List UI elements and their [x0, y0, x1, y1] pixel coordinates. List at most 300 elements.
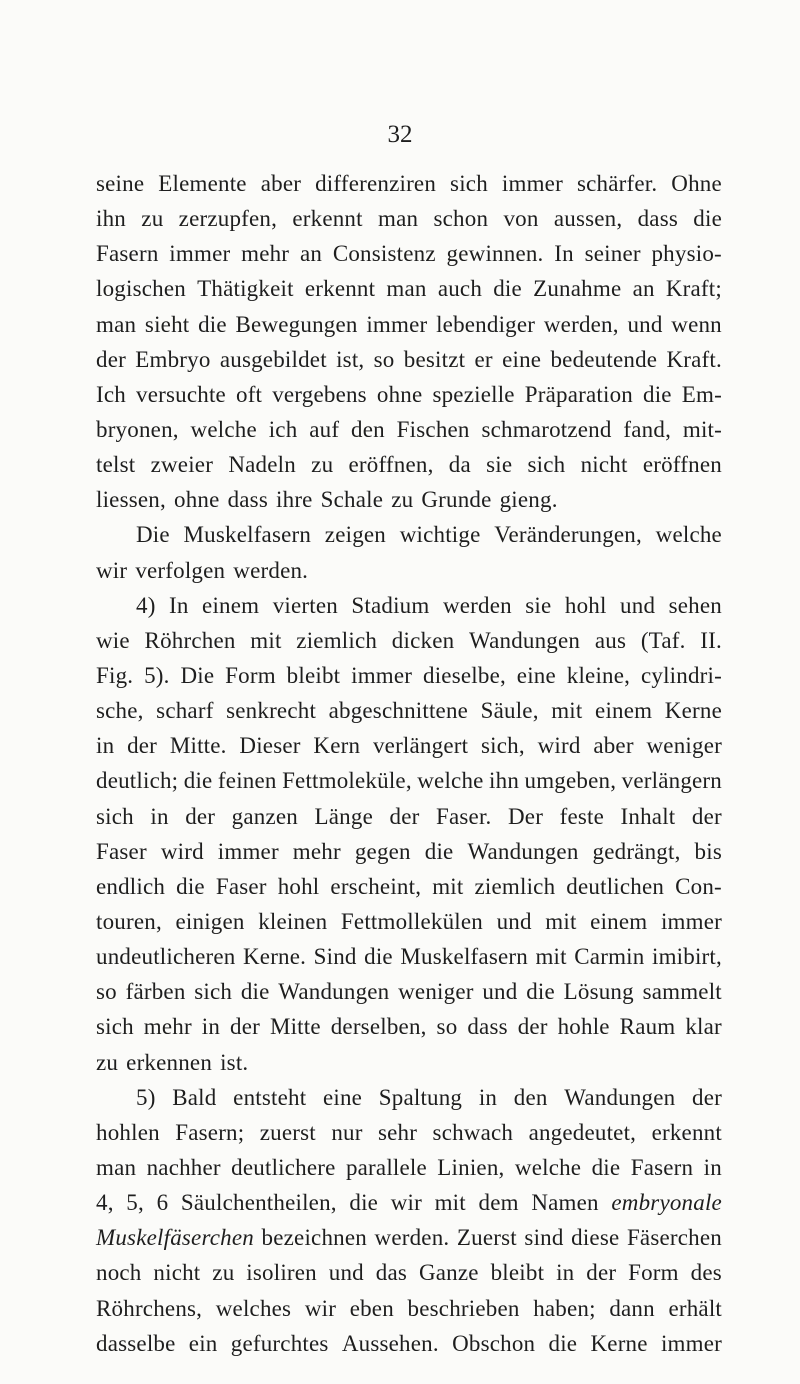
word: versuchte [136, 381, 226, 407]
text-line [96, 799, 722, 834]
word: man [386, 276, 427, 302]
word: man [96, 311, 137, 337]
word: dicken [391, 627, 455, 653]
text-line [96, 271, 722, 306]
word: schärfer. [576, 171, 658, 196]
word: senkrecht [226, 698, 317, 724]
word: er [474, 346, 493, 372]
word: Schale [320, 487, 384, 513]
word: wenn [671, 311, 722, 337]
word: eine [516, 662, 556, 688]
word: dasselbe [96, 1330, 176, 1356]
word: immer [351, 662, 413, 688]
word: In [554, 241, 574, 267]
word: bryonen, [96, 416, 179, 442]
word: zu [96, 1049, 119, 1075]
word: nicht [580, 452, 628, 478]
word: färben [125, 979, 186, 1005]
text-line [96, 1255, 722, 1290]
word: umgeben, [524, 768, 617, 794]
word: ist. [220, 1049, 249, 1075]
word: Faser [96, 838, 147, 864]
text-line [96, 447, 722, 482]
word: Spaltung [378, 1084, 463, 1110]
word: der [586, 1260, 617, 1286]
word: Con- [675, 873, 722, 899]
word: verlängert [372, 733, 469, 759]
word: werden, [543, 311, 619, 337]
word: fand, [623, 416, 672, 442]
word: wichtige [399, 522, 481, 548]
word: entsteht [233, 1084, 307, 1110]
word: an [299, 241, 323, 267]
word: kleine, [566, 662, 631, 688]
word: imibirt, [651, 944, 722, 970]
word: man [378, 206, 419, 232]
word: beschrieben [407, 1295, 520, 1321]
word: 5, [126, 1190, 144, 1216]
word: aber [593, 733, 634, 759]
word: oft [236, 381, 263, 407]
word: cylindri- [640, 662, 722, 688]
word: schmarotzend [481, 416, 612, 442]
word: 4, [96, 1190, 114, 1216]
word: mit [434, 1190, 466, 1216]
word: Fasern; [175, 1119, 245, 1145]
word: 5) [136, 1084, 156, 1110]
word: ohne [376, 381, 423, 407]
text-line [96, 201, 722, 236]
word: und [620, 592, 656, 618]
word: ihn [96, 206, 126, 232]
word: wird [160, 838, 204, 864]
word: Fasern [630, 1154, 694, 1180]
word: isoliren [246, 1260, 317, 1286]
word: sich [527, 452, 566, 478]
word: so [373, 346, 395, 372]
word: Elemente [158, 171, 247, 196]
word: Kerne [590, 1330, 648, 1356]
word: ziemlich [296, 627, 378, 653]
word: ihre [276, 487, 313, 513]
word: endlich [96, 873, 166, 899]
word: Muskelfäserchen [96, 1225, 254, 1251]
word: immer [217, 838, 279, 864]
word: in [703, 1154, 722, 1180]
word: Em- [681, 381, 722, 407]
word: Der [508, 803, 544, 829]
word: vergebens [272, 381, 367, 407]
word: Form [225, 662, 276, 688]
word: aussen, [553, 206, 623, 232]
word: Inhalt [620, 803, 676, 829]
word: mit [250, 627, 282, 653]
word: dann [609, 1295, 655, 1321]
word: Thätigkeit [197, 276, 294, 302]
word: nicht [153, 1260, 201, 1286]
word: sehr [378, 1119, 418, 1145]
word: die [591, 1154, 621, 1180]
word: und [328, 1260, 364, 1286]
text-line [96, 693, 722, 728]
word: zweier [150, 452, 214, 478]
word: Fettmollekülen [340, 908, 483, 934]
text-line [96, 553, 722, 588]
word: ihn [489, 768, 520, 794]
word: sind [524, 1225, 564, 1251]
body-text [96, 166, 722, 1361]
word: der [517, 1014, 548, 1040]
word: bleibt [286, 662, 341, 688]
word: der [96, 346, 126, 372]
page-number: 32 [387, 121, 413, 148]
word: Nadeln [228, 452, 296, 478]
word: Kerne. [242, 944, 307, 970]
word: Zuerst [456, 1225, 517, 1251]
word: sich [194, 979, 233, 1005]
word: lebendiger [436, 311, 536, 337]
word: klar [685, 1014, 722, 1040]
word: diese [571, 1225, 620, 1251]
word: Wandungen [564, 1084, 676, 1110]
word: bedeutende [550, 346, 658, 372]
word: die [493, 276, 522, 302]
word: angedeutet, [528, 1119, 637, 1145]
text-line [96, 974, 722, 1009]
word: mit [551, 698, 583, 724]
word: werden [442, 592, 512, 618]
word: logischen [96, 276, 186, 302]
word: eröffnen, [348, 452, 434, 478]
word: Kern [313, 733, 361, 759]
word: Ganze [418, 1260, 479, 1286]
word: immer [169, 241, 231, 267]
word: seine [96, 171, 145, 196]
word: Fäserchen [626, 1225, 722, 1251]
word: zerzupfen, [178, 206, 278, 232]
word: Fasern [96, 241, 159, 267]
word: von [503, 206, 539, 232]
word: Faser. [435, 803, 492, 829]
word: sich, [480, 733, 525, 759]
word: die [349, 1190, 379, 1216]
word: und [627, 311, 663, 337]
text-line [96, 1009, 722, 1044]
word: mit [535, 944, 567, 970]
text-line [96, 166, 722, 201]
word: gefurchtes [230, 1330, 329, 1356]
word: an [632, 276, 655, 302]
word: 4) [136, 592, 156, 618]
word: Obschon [452, 1330, 536, 1356]
word: deutlich; [96, 768, 179, 794]
text-line [96, 1326, 722, 1361]
text-line [96, 482, 722, 517]
text-line [96, 588, 722, 623]
word: Fettmoleküle, [282, 768, 412, 794]
word: in [150, 803, 169, 829]
word: der [230, 1014, 260, 1040]
word: Sind [313, 944, 357, 970]
word: mehr [143, 1014, 192, 1040]
text-line [96, 1045, 722, 1080]
word: Form [628, 1260, 679, 1286]
word: ein [188, 1330, 218, 1356]
word: die [176, 873, 205, 899]
word: erhält [668, 1295, 722, 1321]
word: sie [525, 592, 552, 618]
word: gieng. [499, 487, 558, 513]
word: hohl [564, 592, 607, 618]
word: Die [136, 522, 170, 548]
word: abgeschnittene [328, 698, 469, 724]
word: in [201, 1014, 221, 1040]
word: erkennt [651, 1119, 722, 1145]
word: bezeichnen [261, 1225, 367, 1251]
word: Wandungen [469, 627, 581, 653]
word: Kraft; [665, 276, 722, 302]
word: die [364, 944, 393, 970]
word: derselben, [330, 1014, 427, 1040]
word: erscheint, [330, 873, 422, 899]
word: mit [432, 873, 464, 899]
word: nachher [146, 1154, 221, 1180]
word: dass [227, 487, 268, 513]
word: Carmin [574, 944, 645, 970]
word: 5). [144, 662, 170, 688]
word: ist, [336, 346, 365, 372]
word: verfolgen [135, 557, 226, 583]
word: welche [655, 522, 722, 548]
word: dem [478, 1190, 519, 1216]
word: die [526, 979, 555, 1005]
word: deutlichen [566, 873, 665, 899]
word: weniger [646, 733, 722, 759]
word: mit- [682, 416, 722, 442]
word: dieselbe, [423, 662, 506, 688]
text-line [96, 412, 722, 447]
word: (Taf. [640, 627, 686, 653]
text-line [96, 904, 722, 939]
word: zuerst [259, 1119, 316, 1145]
text-line [96, 658, 722, 693]
text-line [96, 1115, 722, 1150]
word: 6 [156, 1190, 169, 1216]
word: und [482, 979, 518, 1005]
word: ausgebildet [219, 346, 327, 372]
word: immer [660, 1330, 722, 1356]
word: weniger [398, 979, 474, 1005]
word: gegen [354, 838, 411, 864]
word: der [185, 803, 216, 829]
word: so [96, 979, 117, 1005]
word: embryonale [611, 1190, 722, 1216]
word: Röhrchen [144, 627, 236, 653]
word: eine [322, 1084, 363, 1110]
word: erkennt [292, 206, 363, 232]
text-line [96, 342, 722, 377]
word: Linien, [437, 1154, 505, 1180]
word: einem [202, 592, 260, 618]
word: so [436, 1014, 458, 1040]
word: In [169, 592, 189, 618]
word: Namen [531, 1190, 599, 1216]
word: werden. [233, 557, 309, 583]
word: Wandungen [467, 838, 579, 864]
word: werden. [374, 1225, 450, 1251]
word: die [643, 381, 672, 407]
text-line [96, 517, 722, 552]
word: feinen [217, 768, 277, 794]
word: scharf [156, 698, 214, 724]
word: aus [594, 627, 627, 653]
text-line [96, 1220, 722, 1255]
word: ich [268, 416, 298, 442]
word: in [478, 1084, 498, 1110]
word: die [183, 768, 213, 794]
word: welche [514, 1154, 582, 1180]
word: Aussehen. [341, 1330, 439, 1356]
word: mehr [241, 241, 290, 267]
word: hohl [277, 873, 320, 899]
word: schon [433, 206, 489, 232]
word: den [351, 416, 385, 442]
text-line [96, 1185, 722, 1220]
word: hohlen [96, 1119, 160, 1145]
word: Wandungen [278, 979, 390, 1005]
word: zu [391, 487, 414, 513]
word: der [692, 1084, 722, 1110]
word: bleibt [490, 1260, 545, 1286]
word: einem [590, 908, 648, 934]
word: hohle [557, 1014, 610, 1040]
word: deutlichere [231, 1154, 336, 1180]
word: Die [180, 662, 215, 688]
word: auch [437, 276, 483, 302]
word: des [690, 1260, 722, 1286]
word: zu [311, 452, 334, 478]
word: schwach [432, 1119, 514, 1145]
word: die [198, 311, 227, 337]
word: Röhrchens, [96, 1295, 203, 1321]
word: einem [595, 698, 653, 724]
word: noch [96, 1260, 142, 1286]
word: touren, [96, 908, 162, 934]
word: besitzt [403, 346, 466, 372]
text-line [96, 623, 722, 658]
word: wir [96, 557, 128, 583]
word: dass [637, 206, 679, 232]
word: mehr [292, 838, 341, 864]
text-line [96, 1150, 722, 1185]
word: Muskelfasern [400, 944, 528, 970]
word: in [96, 733, 115, 759]
word: gewinnen. [446, 241, 544, 267]
word: zu [212, 1260, 235, 1286]
text-line [96, 307, 722, 342]
word: dass [467, 1014, 508, 1040]
word: mit [545, 908, 577, 934]
word: seiner [584, 241, 641, 267]
word: Präparation [524, 381, 633, 407]
word: II. [700, 627, 722, 653]
word: Kerne [664, 698, 722, 724]
word: spezielle [432, 381, 515, 407]
word: erkennt [304, 276, 376, 302]
word: vierten [272, 592, 338, 618]
text-line [96, 869, 722, 904]
word: wir [390, 1190, 422, 1216]
word: der [691, 803, 722, 829]
word: die [424, 838, 454, 864]
word: Ohne [671, 171, 722, 196]
word: welches [215, 1295, 292, 1321]
word: undeutlicheren [96, 944, 236, 970]
word: man [96, 1154, 137, 1180]
word: feste [559, 803, 605, 829]
word: verlängern [621, 768, 722, 794]
word: wie [96, 627, 130, 653]
word: parallele [345, 1154, 427, 1180]
word: ganzen [231, 803, 298, 829]
word: bis [694, 838, 722, 864]
word: eben [349, 1295, 394, 1321]
word: gedrängt, [592, 838, 681, 864]
word: differenziren [315, 171, 437, 196]
word: Stadium [351, 592, 430, 618]
word: nur [331, 1119, 363, 1145]
word: Ich [96, 381, 126, 407]
text-line [96, 763, 722, 798]
word: Säule, [480, 698, 539, 724]
word: ziemlich [474, 873, 556, 899]
word: da [448, 452, 471, 478]
word: welche [190, 416, 257, 442]
word: immer [501, 171, 563, 196]
word: Bald [172, 1084, 217, 1110]
word: Muskelfasern [183, 522, 312, 548]
word: einigen [175, 908, 245, 934]
word: die [693, 206, 722, 232]
text-line [96, 834, 722, 869]
word: in [556, 1260, 575, 1286]
text-line [96, 236, 722, 271]
word: Grunde [421, 487, 492, 513]
word: sich [96, 1014, 134, 1040]
word: Veränderungen, [494, 522, 642, 548]
word: wir [304, 1295, 337, 1321]
word: sich [96, 803, 134, 829]
word: welche [417, 768, 484, 794]
text-line [96, 377, 722, 412]
word: wird [537, 733, 581, 759]
word: der [127, 733, 158, 759]
word: sich [450, 171, 488, 196]
word: und [496, 908, 532, 934]
word: Mitte [269, 1014, 321, 1040]
word: Dieser [239, 733, 301, 759]
word: haben; [533, 1295, 596, 1321]
word: zeigen [324, 522, 386, 548]
text-line [96, 1291, 722, 1326]
word: die [240, 979, 270, 1005]
word: Raum [619, 1014, 676, 1040]
word: Bewegungen [235, 311, 358, 337]
word: den [513, 1084, 548, 1110]
word: auf [309, 416, 340, 442]
word: eine [502, 346, 542, 372]
word: aber [260, 171, 302, 196]
